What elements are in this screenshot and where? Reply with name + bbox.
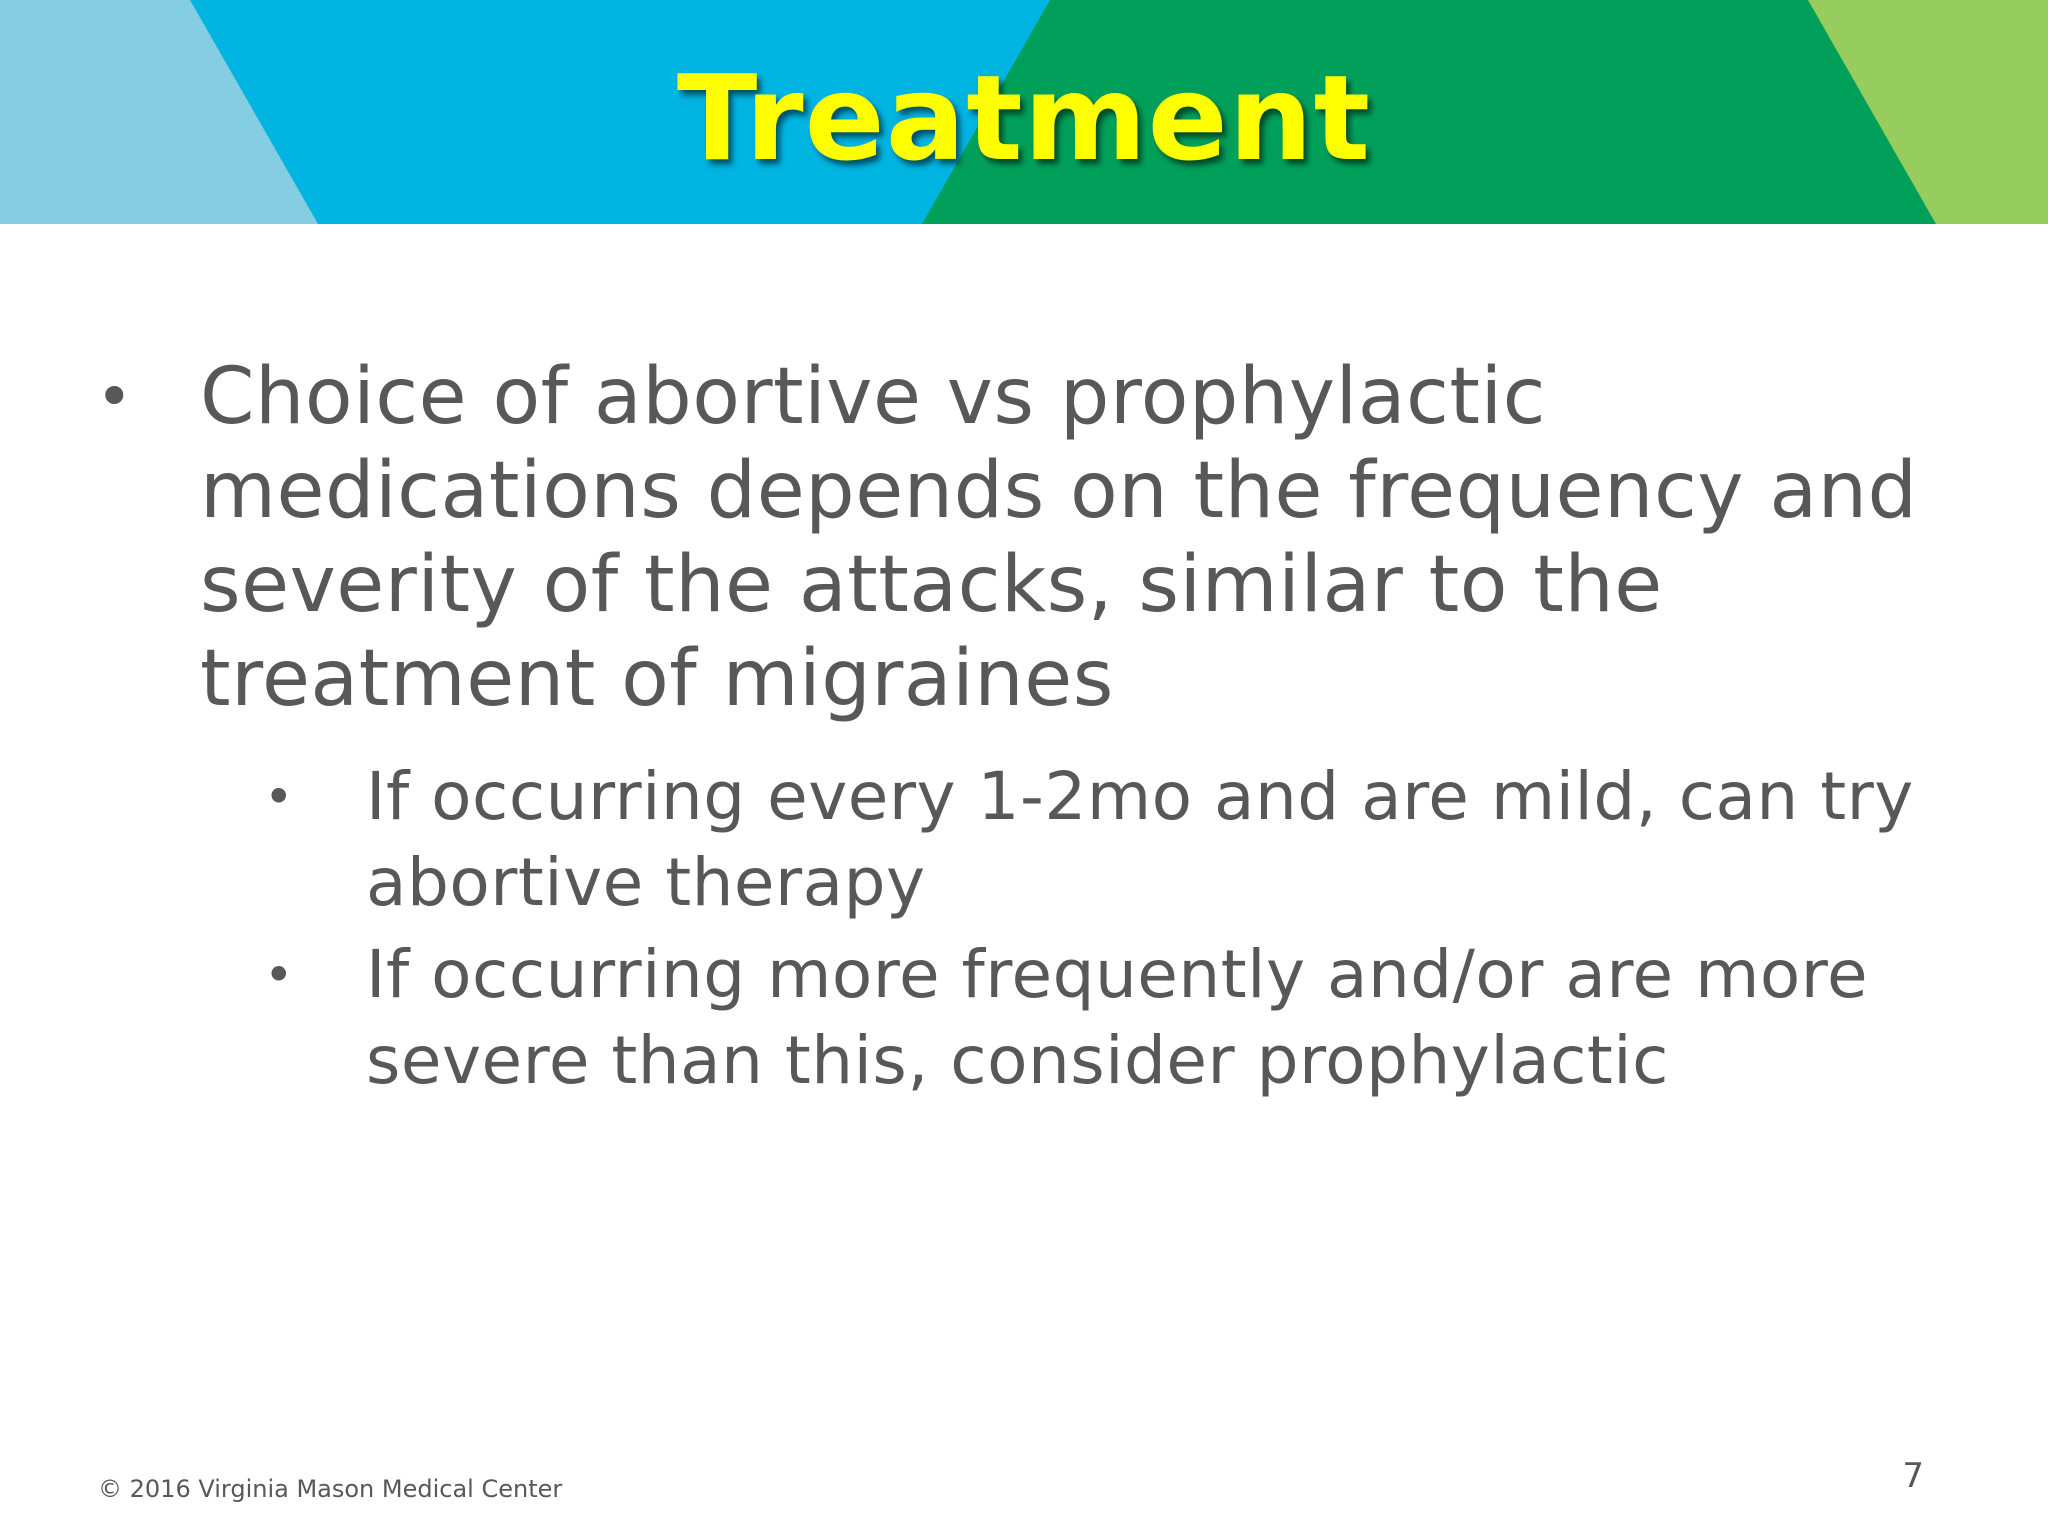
copyright-footer: © 2016 Virginia Mason Medical Center bbox=[98, 1475, 563, 1503]
bullet-text: Choice of abortive vs prophylactic medications depends on the frequency and severity of the attacks, similar to the treatment of migraines bbox=[200, 352, 1918, 724]
sub-bullet-text: If occurring more frequently and/or are more severe than this, consider prophylactic bbox=[366, 936, 1869, 1099]
header-banner bbox=[0, 0, 2048, 224]
sub-bullet-text: If occurring every 1-2mo and are mild, can try abortive therapy bbox=[366, 758, 1914, 921]
slide-title: Treatment bbox=[676, 49, 1372, 187]
page-number: 7 bbox=[1902, 1456, 1924, 1496]
sub-bullet-icon: • bbox=[264, 768, 294, 826]
bullet-icon: • bbox=[96, 360, 133, 433]
sub-bullet-icon: • bbox=[264, 946, 294, 1004]
